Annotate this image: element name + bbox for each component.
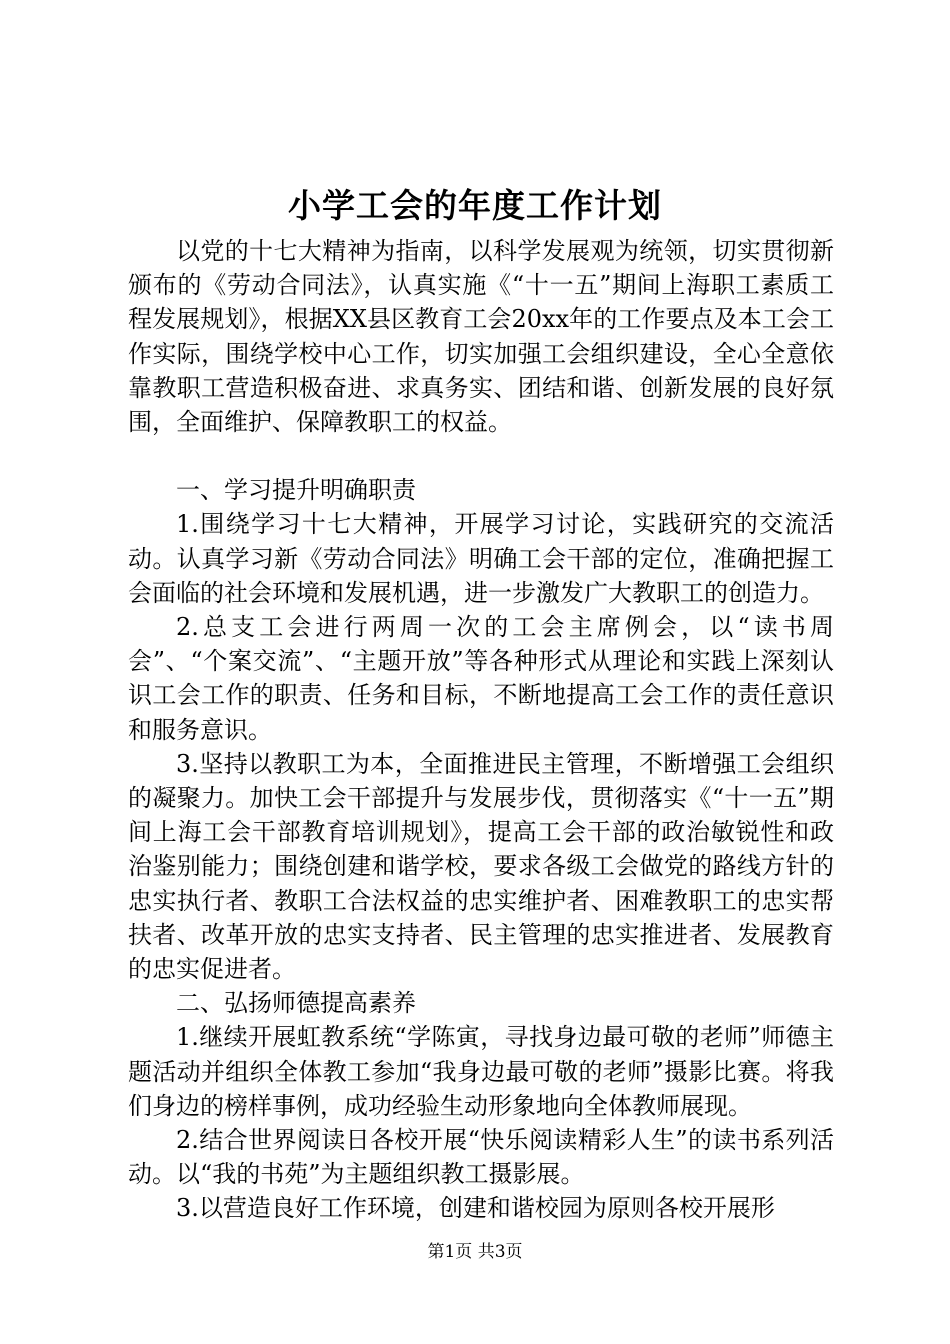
- section-item: 1.继续开展虹教系统“学陈寅，寻找身边最可敬的老师”师德主题活动并组织全体教工参加“我身边最可敬的老师”摄影比赛。将我们身边的榜样事例，成功经验生动形象地向全体教师展现。: [128, 1023, 834, 1120]
- section-item: 3.坚持以教职工为本，全面推进民主管理，不断增强工会组织的凝聚力。加快工会干部提升与发展步伐，贯彻落实《“十一五”期间上海工会干部教育培训规划》，提高工会干部的政治敏锐性和政治鉴别能力；围绕创建和谐学校，要求各级工会做党的路线方针的忠实执行者、教职工合法权益的忠实维护者、困难教职工的忠实帮扶者、改革开放的忠实支持者、民主管理的忠实推进者、发展教育的忠实促进者。: [128, 749, 834, 984]
- intro-paragraph: 以党的十七大精神为指南，以科学发展观为统领，切实贯彻新颁布的《劳动合同法》，认真实施《“十一五”期间上海职工素质工程发展规划》，根据XX县区教育工会20xx年的工作要点及本工会工作实际，围绕学校中心工作，切实加强工会组织建设，全心全意依靠教职工营造积极奋进、求真务实、团结和谐、创新发展的良好氛围，全面维护、保障教职工的权益。: [128, 237, 834, 437]
- document-body: [128, 234, 834, 1226]
- section-item: 3.以营造良好工作环境，创建和谐校园为原则各校开展形: [176, 1194, 775, 1223]
- section-item: 2.总支工会进行两周一次的工会主席例会，以“读书周会”、“个案交流”、“主题开放”等各种形式从理论和实践上深刻认识工会工作的职责、任务和目标，不断地提高工会工作的责任意识和服务意识。: [128, 613, 834, 744]
- paragraph-spacer: [128, 439, 834, 473]
- section-item: 1.围绕学习十七大精神，开展学习讨论，实践研究的交流活动。认真学习新《劳动合同法》明确工会干部的定位，准确把握工会面临的社会环境和发展机遇，进一步激发广大教职工的创造力。: [128, 510, 834, 607]
- page-footer: 第1页 共3页: [427, 1242, 523, 1262]
- document-title: 小学工会的年度工作计划: [288, 186, 662, 225]
- section-heading: 一、学习提升明确职责: [176, 476, 416, 505]
- section-heading: 二、弘扬师德提高素养: [176, 989, 416, 1018]
- section-item: 2.结合世界阅读日各校开展“快乐阅读精彩人生”的读书系列活动。以“我的书苑”为主题组织教工摄影展。: [128, 1126, 834, 1189]
